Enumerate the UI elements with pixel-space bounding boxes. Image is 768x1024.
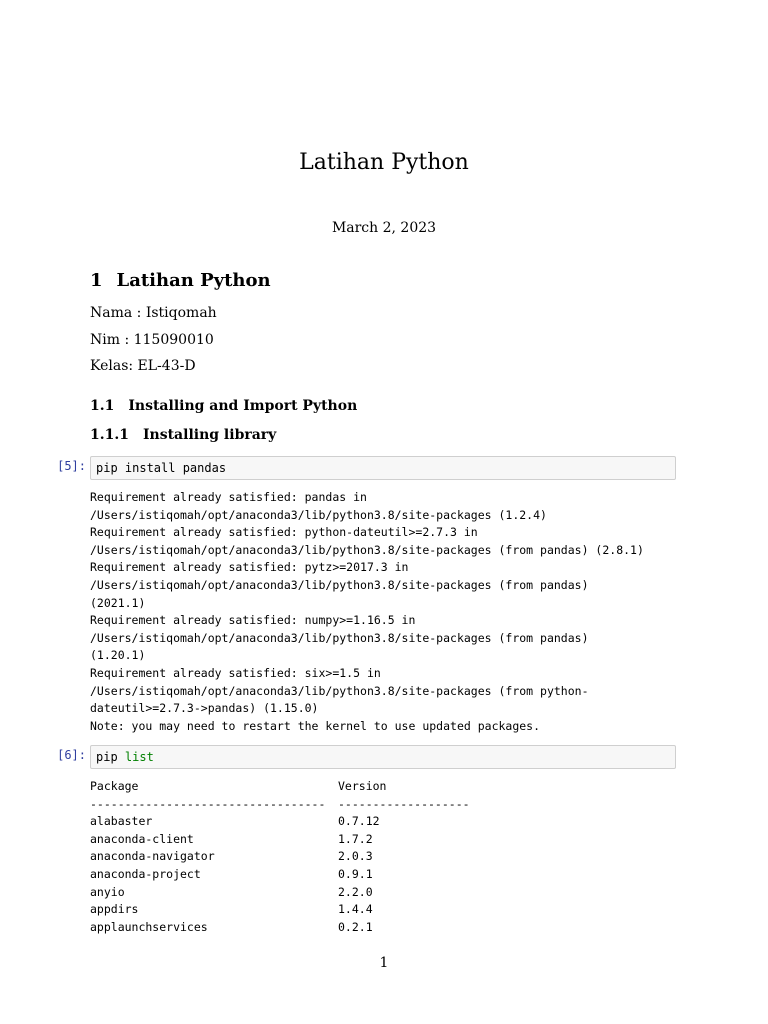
package-version: 1.7.2 [338,831,373,846]
separator-version: ------------------- [338,796,470,811]
package-version: 0.9.1 [338,866,373,881]
package-version: 2.0.3 [338,849,373,864]
table-row [90,884,710,902]
table-row [90,866,710,884]
output-line: (1.20.1) [90,648,146,663]
table-row [90,813,710,831]
table-header-row [90,778,710,796]
output-line: /Users/istiqomah/opt/anaconda3/lib/python3.8/site-packages (from pandas) [90,577,589,592]
package-name: appdirs [90,902,139,917]
section-heading-1 [90,270,271,291]
section-title: Latihan Python [116,270,271,291]
output-line: Requirement already satisfied: pandas in [90,490,367,504]
output-line: (2021.1) [90,595,146,610]
package-name: anaconda-navigator [90,849,215,864]
cell-output-6 [90,778,710,936]
output-line: Note: you may need to restart the kernel to use updated packages. [90,718,541,733]
package-name: alabaster [90,814,153,829]
table-row [90,919,710,937]
cell-prompt-5: [5]: [57,459,86,473]
separator-package: ---------------------------------- [90,796,326,811]
code-cell-5[interactable] [90,456,676,480]
package-version: 1.4.4 [338,902,373,917]
document-title: Latihan Python [299,150,469,175]
output-line: /Users/istiqomah/opt/anaconda3/lib/python3.8/site-packages (from python- [90,683,589,698]
section-title: Installing library [142,427,277,443]
output-line: Requirement already satisfied: python-dateutil>=2.7.3 in [90,525,478,540]
section-heading-1-1 [90,398,357,414]
table-row [90,901,710,919]
cell-output-5 [90,489,710,735]
student-class: Kelas: EL-43-D [90,358,196,374]
section-number: 1 [90,270,103,291]
output-line: /Users/istiqomah/opt/anaconda3/lib/python3.8/site-packages (from pandas) [90,630,589,645]
section-title: Installing and Import Python [128,398,358,414]
header-version: Version [338,779,387,793]
package-version: 0.2.1 [338,919,373,934]
code-cell-6[interactable] [90,745,676,769]
output-line: /Users/istiqomah/opt/anaconda3/lib/python3.8/site-packages (from pandas) (2.8.1) [90,542,644,557]
package-name: anaconda-project [90,866,201,881]
section-number: 1.1.1 [90,427,129,443]
document-date: March 2, 2023 [331,220,437,236]
package-name: anyio [90,884,125,899]
package-version: 2.2.0 [338,884,373,899]
section-heading-1-1-1 [90,427,276,443]
code-command: pip [96,750,118,764]
section-number: 1.1 [90,398,115,414]
package-version: 0.7.12 [338,814,380,829]
output-line: Requirement already satisfied: pytz>=2017.3 in [90,560,409,575]
page-number: 1 [379,955,389,971]
table-row [90,848,710,866]
output-line: /Users/istiqomah/opt/anaconda3/lib/python3.8/site-packages (1.2.4) [90,507,547,522]
table-row [90,831,710,849]
output-line: dateutil>=2.7.3->pandas) (1.15.0) [90,701,319,716]
package-name: anaconda-client [90,831,194,846]
code-text: pip install pandas [96,461,227,475]
header-package: Package [90,779,139,793]
table-separator-row [90,796,710,814]
package-name: applaunchservices [90,919,208,934]
output-line: Requirement already satisfied: numpy>=1.16.5 in [90,613,416,628]
cell-prompt-6: [6]: [57,748,86,762]
output-line: Requirement already satisfied: six>=1.5 in [90,665,381,680]
code-keyword: list [124,750,154,764]
student-name: Nama : Istiqomah [90,305,217,321]
student-nim: Nim : 115090010 [90,332,214,348]
